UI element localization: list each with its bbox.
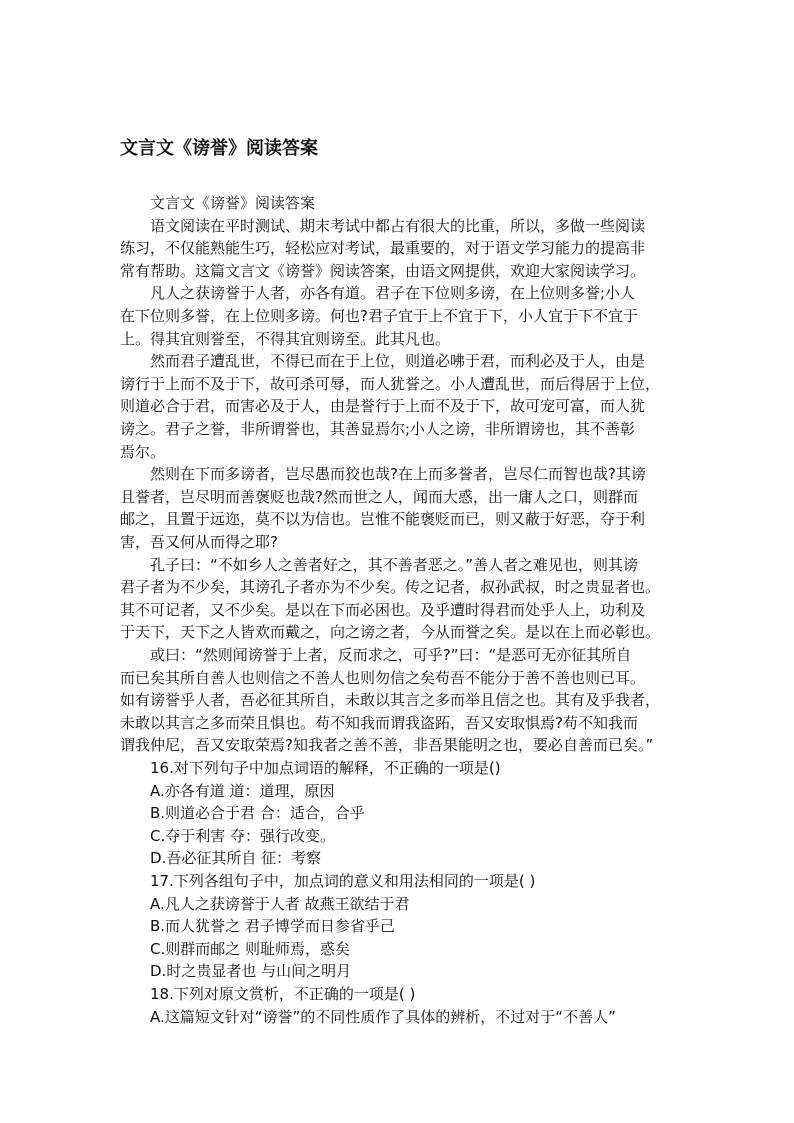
- paragraph-line: 邮之，且置于远迩，莫不以为信也。岂惟不能褒贬而已，则又蔽于好恶，夺于利: [120, 510, 646, 529]
- question-line: D.时之贵显者也 与山间之明月: [150, 962, 352, 981]
- paragraph-line: 练习，不仅能熟能生巧，轻松应对考试，最重要的，对于语文学习能力的提高非: [120, 239, 646, 258]
- question-line: C.夺于利害 夺：强行改变。: [150, 826, 336, 845]
- paragraph-line: 未敢以其言之多而荣且惧也。苟不知我而谓我盗跖，吾又安取惧焉?苟不知我而: [120, 713, 638, 732]
- paragraph-line: 君子者为不少矣，其谤孔子者亦为不少矣。传之记者，叔孙武叔，时之贵显者也。: [120, 578, 661, 597]
- question-line: B.则道必合于君 合：适合，合乎: [150, 804, 365, 823]
- paragraph-line: 害，吾又何从而得之耶?: [120, 533, 278, 551]
- paragraph-line: 在下位则多誉，在上位则多谤。何也?君子宜于上不宜于下，小人宜于下不宜于: [120, 307, 638, 325]
- paragraph-line: 语文阅读在平时测试、期末考试中都占有很大的比重，所以，多做一些阅读: [150, 216, 646, 235]
- paragraph-line: 如有谤誉乎人者，吾必征其所自，未敢以其言之多而举且信之也。其有及乎我者，: [120, 691, 661, 710]
- question-line: A.亦各有道 道：道理，原因: [150, 781, 335, 800]
- paragraph-line: 凡人之获谤誉于人者，亦各有道。君子在下位则多谤，在上位则多誉;小人: [150, 284, 636, 303]
- paragraph-line: 然而君子遭乱世，不得已而在于上位，则道必咈于君，而利必及于人，由是: [150, 352, 646, 371]
- paragraph-line: 焉尔。: [120, 442, 166, 461]
- paragraph-line: 而已矣其所自善人也则信之不善人也则勿信之矣苟吾不能分于善不善也则已耳。: [120, 668, 646, 687]
- question-line: A.这篇短文针对“谤誉”的不同性质作了具体的辨析，不过对于“不善人”: [150, 1007, 616, 1026]
- paragraph-line: 且誉者，岂尽明而善褒贬也哉?然而世之人，闻而大惑，出一庸人之口，则群而: [120, 487, 638, 506]
- question-line: 18.下列对原文赏析，不正确的一项是( ): [150, 985, 416, 1003]
- document-title: 文言文《谤誉》阅读答案: [120, 138, 318, 159]
- paragraph-line: 常有帮助。这篇文言文《谤誉》阅读答案，由语文网提供，欢迎大家阅读学习。: [120, 261, 646, 280]
- paragraph-line: 或曰：“然则闻谤誉于上者，反而求之，可乎?”曰：“是恶可无亦征其所自: [150, 646, 632, 664]
- paragraph-line: 孔子曰：“不如乡人之善者好之，其不善者恶之。”善人者之难见也，则其谤: [150, 555, 639, 574]
- paragraph-line: 谓我仲尼，吾又安取荣焉?知我者之善不善，非吾果能明之也，要必自善而已矣。”: [120, 736, 654, 755]
- paragraph-line: 于天下，天下之人皆欢而戴之，向之谤之者，今从而誉之矣。是以在上而必彰也。: [120, 623, 661, 642]
- question-line: A.凡人之获谤誉于人者 故燕王欲结于君: [150, 894, 410, 913]
- paragraph-line: 上。得其宜则誉至，不得其宜则谤至。此其凡也。: [120, 329, 451, 348]
- paragraph-line: 然则在下而多谤者，岂尽愚而狡也哉?在上而多誉者，岂尽仁而智也哉?其谤: [150, 465, 646, 484]
- paragraph-line: 其不可记者，又不少矣。是以在下而必困也。及乎遭时得君而处乎人上，功利及: [120, 600, 646, 619]
- question-line: C.则群而邮之 则耻师焉，惑矣: [150, 939, 351, 958]
- question-line: 17.下列各组句子中，加点词的意义和用法相同的一项是( ): [150, 872, 536, 890]
- paragraph-line: 谤行于上而不及于下，故可杀可辱，而人犹誉之。小人遭乱世，而后得居于上位，: [120, 374, 661, 393]
- paragraph-line: 文言文《谤誉》阅读答案: [150, 194, 316, 212]
- paragraph-line: 则道必合于君，而害必及于人，由是誉行于上而不及于下，故可宠可富，而人犹: [120, 397, 646, 416]
- paragraph-line: 谤之。君子之誉，非所谓誉也，其善显焉尔;小人之谤，非所谓谤也，其不善彰: [120, 420, 636, 438]
- question-line: 16.对下列句子中加点词语的解释，不正确的一项是(): [150, 759, 501, 777]
- question-line: B.而人犹誉之 君子博学而日参省乎己: [150, 917, 395, 936]
- question-line: D.吾必征其所自 征：考察: [150, 849, 322, 868]
